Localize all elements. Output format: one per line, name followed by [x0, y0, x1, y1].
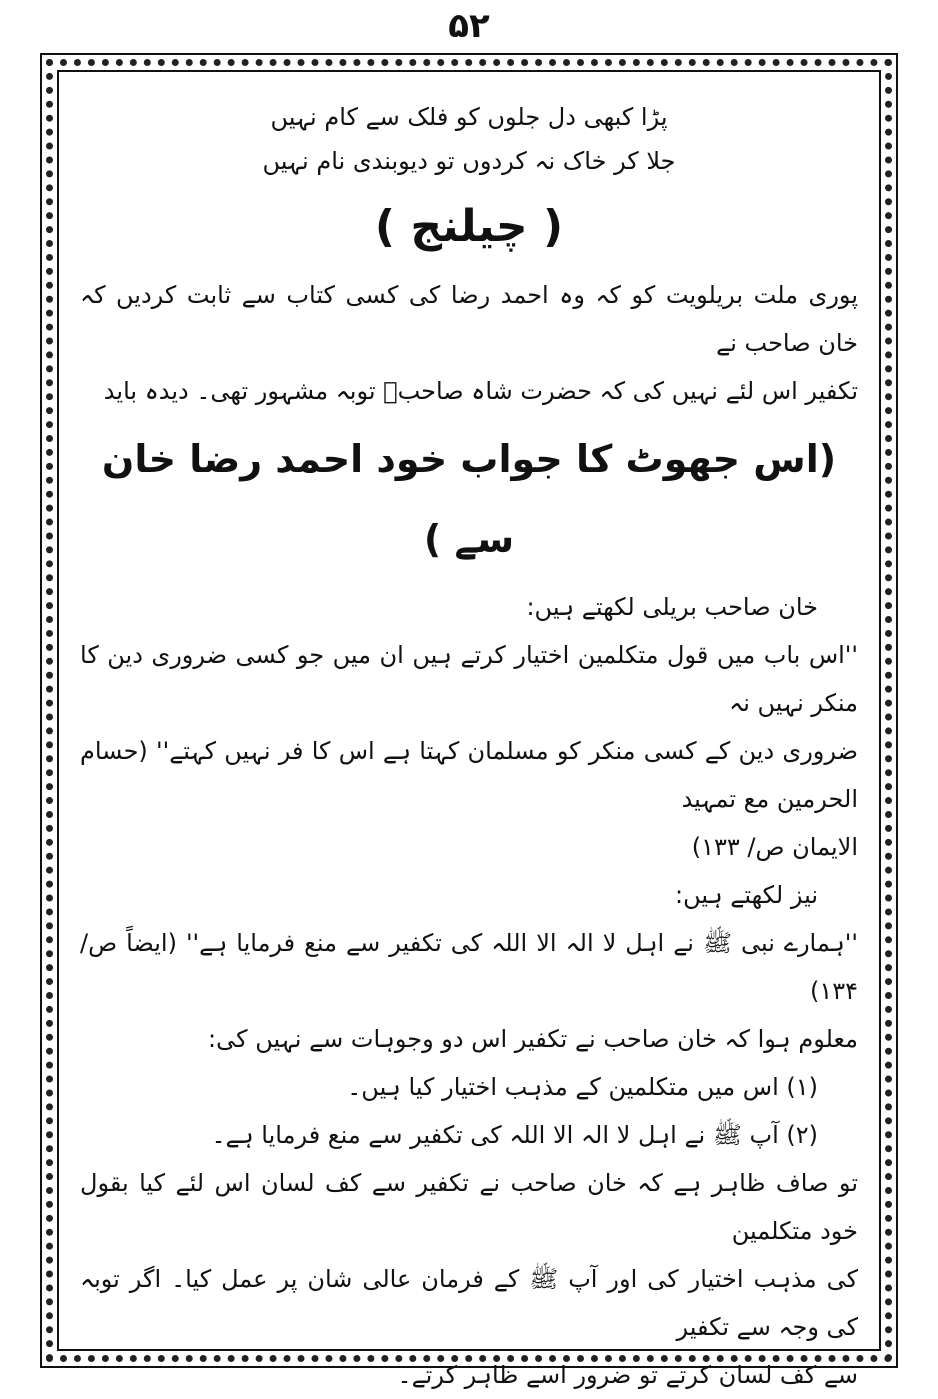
- page-number: ۵۲: [448, 6, 490, 46]
- final-line-2: کی مذہب اختیار کی اور آپ ﷺ کے فرمان عالی شان پر عمل کیا۔ اگر توبہ کی وجہ سے تکفیر: [80, 1265, 858, 1341]
- quote-2: ''ہمارے نبی ﷺ نے اہل لا الہ الا اللہ کی تکفیر سے منع فرمایا ہے'' (ایضاً ص/ ۱۳۴): [80, 929, 858, 1005]
- quote-1-line-1: ''اس باب میں قول متکلمین اختیار کرتے ہیں ان میں جو کسی ضروری دین کا منکر نہیں نہ: [80, 641, 858, 717]
- reason-1: (۱) اس میں متکلمین کے مذہب اختیار کیا ہیں۔: [347, 1073, 818, 1101]
- section-heading: (اس جھوٹ کا جواب خود احمد رضا خان سے ): [101, 437, 837, 561]
- poem-line-1: پڑا کبھی دل جلوں کو فلک سے کام نہیں: [270, 103, 668, 131]
- quote-1-line-3: الایمان ص/ ۱۳۳): [691, 833, 858, 861]
- page-content: [80, 95, 858, 1399]
- paragraph-1-line-2: تکفیر اس لئے نہیں کی کہ حضرت شاہ صاحبؒ توبہ مشہور تھی۔ دیدہ باید: [103, 377, 858, 405]
- final-line-3: سے کف لسان کرتے تو ضرور اسے ظاہر کرتے۔: [397, 1361, 858, 1389]
- intro-line-1: خان صاحب بریلی لکھتے ہیں:: [526, 593, 818, 621]
- paragraph-1-line-1: پوری ملت بریلویت کو کہ وہ احمد رضا کی کسی کتاب سے ثابت کردیں کہ خان صاحب نے: [80, 281, 858, 357]
- reason-2: (۲) آپ ﷺ نے اہل لا الہ الا اللہ کی تکفیر سے منع فرمایا ہے۔: [211, 1121, 818, 1149]
- poem-line-2: جلا کر خاک نہ کردوں تو دیوبندی نام نہیں: [262, 147, 676, 175]
- challenge-title: ( چیلنج ): [374, 201, 564, 252]
- conclusion-intro: معلوم ہوا کہ خان صاحب نے تکفیر اس دو وجوہات سے نہیں کی:: [208, 1025, 858, 1053]
- final-line-1: تو صاف ظاہر ہے کہ خان صاحب نے تکفیر سے کف لسان اس لئے کیا بقول خود متکلمین: [80, 1169, 858, 1245]
- intro-line-2: نیز لکھتے ہیں:: [674, 881, 818, 909]
- quote-1-line-2: ضروری دین کے کسی منکر کو مسلمان کہتا ہے اس کا فر نہیں کہتے'' (حسام الحرمین مع تمہید: [80, 737, 858, 813]
